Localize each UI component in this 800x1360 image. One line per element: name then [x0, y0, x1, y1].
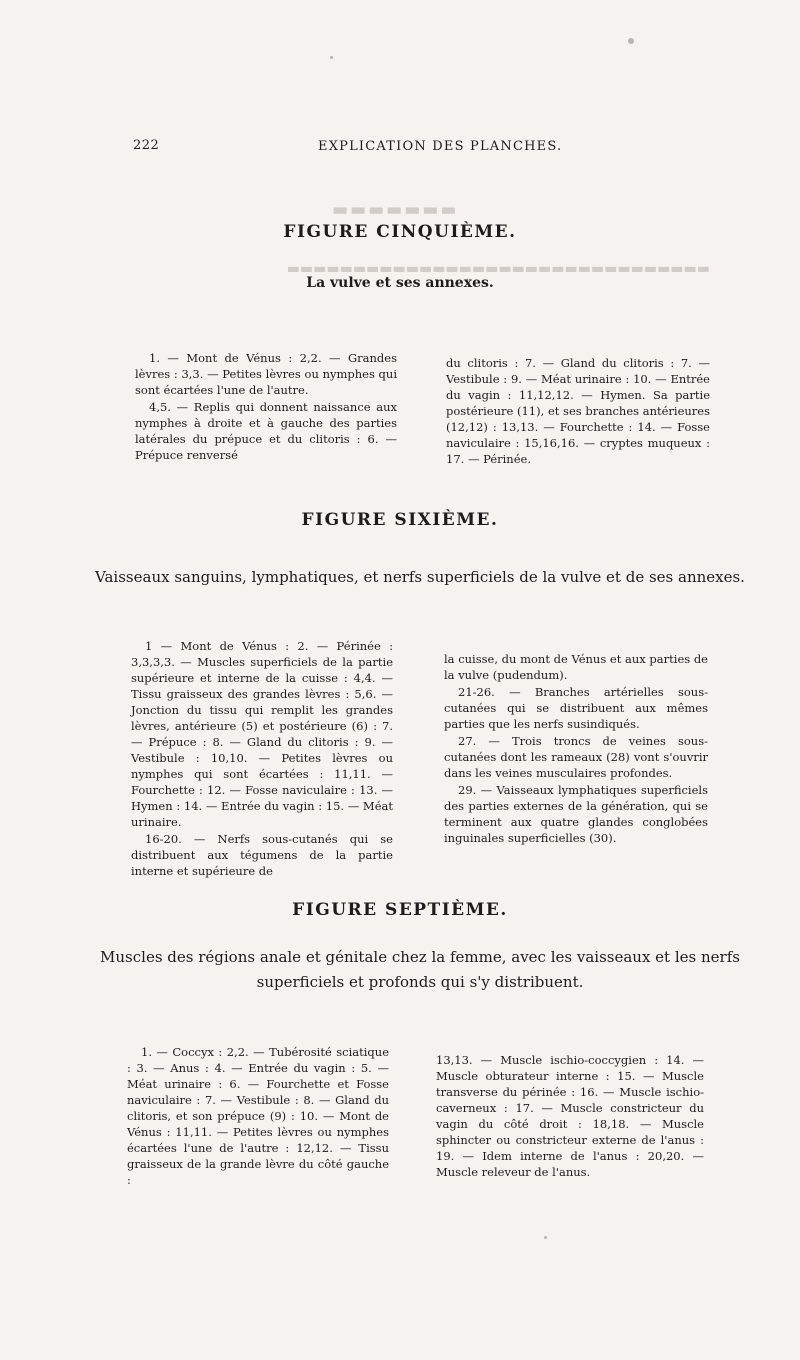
figure7-subtitle-line2: superficiels et profonds qui s'y distribuent.	[256, 973, 584, 991]
paragraph: du clitoris : 7. — Gland du clitoris : 7. — Vestibule : 9. — Méat urinaire : 10. — Entrée du vagin : 11,12,12. — Hymen. Sa partie postérieure (11), et ses branches antérieures (12,12) : 13,13. — Fourchette : 14. — Fosse naviculaire : 15,16,16. — cryptes muqueux : 17. — Périnée.	[446, 356, 710, 466]
paragraph: 4,5. — Replis qui donnent naissance aux nymphes à droite et à gauche des parties latérales du prépuce et du clitoris : 6. — Prépuce renversé	[135, 400, 397, 462]
paragraph: 27. — Trois troncs de veines sous-cutanées dont les rameaux (28) vont s'ouvrir dans les veines musculaires profondes.	[444, 734, 708, 780]
paragraph: 21-26. — Branches artérielles sous-cutanées qui se distribuent aux mêmes parties que les nerfs susindiqués.	[444, 685, 708, 731]
page-number: 222	[133, 138, 160, 153]
paper-speck	[544, 1236, 547, 1239]
figure6-right-column	[444, 651, 708, 846]
paper-speck	[330, 56, 333, 59]
figure7-right-column	[436, 1052, 704, 1180]
paragraph: 13,13. — Muscle ischio-coccygien : 14. — Muscle obturateur interne : 15. — Muscle transverse du périnée : 16. — Muscle ischio-caverneux : 17. — Muscle constricteur du vagin du côté droit : 18,18. — Muscle sphincter ou constricteur externe de l'anus : 19. — Idem interne de l'anus : 20,20. — Muscle releveur de l'anus.	[436, 1053, 704, 1179]
paragraph: 1. — Coccyx : 2,2. — Tubérosité sciatique : 3. — Anus : 4. — Entrée du vagin : 5. — Méat urinaire : 6. — Fourchette et Fosse naviculaire : 7. — Vestibule : 8. — Gland du clitoris, et son prépuce (9) : 10. — Mont de Vénus : 11,11. — Petites lèvres ou nymphes écartées l'une de l'autre : 12,12. — Tissu graisseux de la grande lèvre du côté gauche :	[127, 1045, 389, 1187]
figure6-title: FIGURE SIXIÈME.	[301, 510, 499, 530]
paragraph: 16-20. — Nerfs sous-cutanés qui se distribuent aux tégumens de la partie interne et supérieure de	[131, 832, 393, 878]
paragraph: 1 — Mont de Vénus : 2. — Périnée : 3,3,3,3. — Muscles superficiels de la partie supérieure et interne de la cuisse : 4,4. — Tissu graisseux des grandes lèvres : 5,6. — Jonction du tissu qui remplit les grandes lèvres, antérieure (5) et postérieure (6) : 7. — Prépuce : 8. — Gland du clitoris : 9. — Vestibule : 10,10. — Petites lèvres ou nymphes qui sont écartées : 11,11. — Fourchette : 12. — Fosse naviculaire : 13. — Hymen : 14. — Entrée du vagin : 15. — Méat urinaire.	[131, 639, 393, 829]
paper-speck	[628, 38, 634, 44]
show-through: ▬▬▬▬▬▬▬▬▬▬▬▬▬▬▬▬▬▬▬▬▬▬▬▬▬▬▬▬▬▬▬▬	[286, 261, 710, 277]
paragraph: la cuisse, du mont de Vénus et aux parties de la vulve (pudendum).	[444, 652, 708, 682]
running-head: EXPLICATION DES PLANCHES.	[318, 139, 563, 154]
figure5-left-column	[135, 350, 397, 463]
figure5-right-column	[446, 355, 710, 467]
show-through: ▬▬▬▬▬▬▬	[330, 200, 457, 220]
figure7-left-column	[127, 1044, 389, 1188]
figure6-subtitle: Vaisseaux sanguins, lymphatiques, et nerfs superficiels de la vulve et de ses annexes.	[95, 568, 745, 586]
paragraph: 29. — Vaisseaux lymphatiques superficiels des parties externes de la génération, qui se terminent aux quatre glandes conglobées inguinales superficielles (30).	[444, 783, 708, 845]
figure7-subtitle-line1: Muscles des régions anale et génitale chez la femme, avec les vaisseaux et les nerfs	[100, 948, 740, 966]
figure6-left-column	[131, 638, 393, 879]
figure7-title: FIGURE SEPTIÈME.	[292, 900, 508, 920]
figure5-title: FIGURE CINQUIÈME.	[283, 222, 517, 242]
paragraph: 1. — Mont de Vénus : 2,2. — Grandes lèvres : 3,3. — Petites lèvres ou nymphes qui sont écartées l'une de l'autre.	[135, 351, 397, 397]
figure5-subtitle: La vulve et ses annexes.	[306, 275, 494, 291]
